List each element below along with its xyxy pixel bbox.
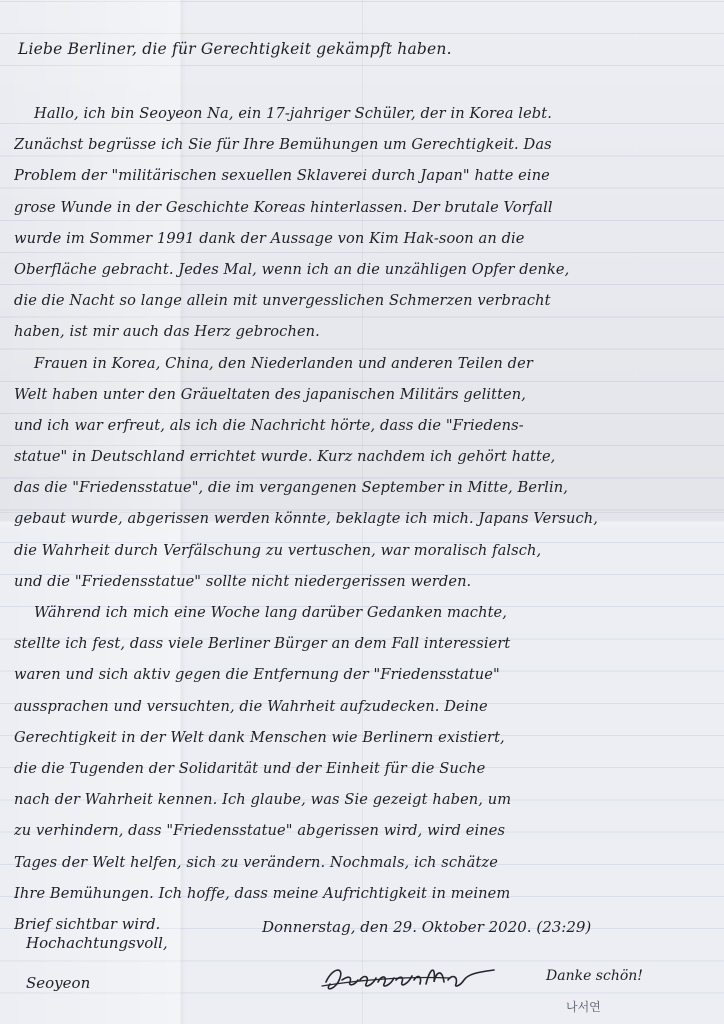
thanks-note: Danke schön!: [546, 968, 643, 984]
letter-line: das die "Friedensstatue", die im vergangenen September in Mitte, Berlin,: [14, 479, 568, 497]
letter-line: wurde im Sommer 1991 dank der Aussage von Kim Hak-soon an die: [14, 229, 525, 247]
letter-line: und die "Friedensstatue" sollte nicht niedergerissen werden.: [14, 572, 472, 590]
letter-author-name: Seoyeon: [26, 974, 91, 992]
letter-line: grose Wunde in der Geschichte Koreas hinterlassen. Der brutale Vorfall: [14, 198, 553, 216]
handwritten-signature: [318, 946, 508, 1006]
letter-line: Hallo, ich bin Seoyeon Na, ein 17-jahriger Schüler, der in Korea lebt.: [34, 105, 552, 122]
letter-line: stellte ich fest, dass viele Berliner Bürger an dem Fall interessiert: [14, 635, 511, 653]
letter-line: statue" in Deutschland errichtet wurde. Kurz nachdem ich gehört hatte,: [14, 448, 556, 466]
letter-line: gebaut wurde, abgerissen werden könnte, beklagte ich mich. Japans Versuch,: [14, 510, 599, 528]
letter-line: haben, ist mir auch das Herz gebrochen.: [14, 323, 320, 341]
letter-salutation: Liebe Berliner, die für Gerechtigkeit gekämpft haben.: [18, 40, 452, 58]
letter-line: Oberfläche gebracht. Jedes Mal, wenn ich an die unzähligen Opfer denke,: [14, 260, 570, 278]
letter-line: Während ich mich eine Woche lang darüber Gedanken machte,: [34, 604, 508, 621]
letter-date: Donnerstag, den 29. Oktober 2020. (23:29): [262, 918, 592, 936]
letter-line: die die Nacht so lange allein mit unvergesslichen Schmerzen verbracht: [14, 292, 551, 310]
letter-line: Ihre Bemühungen. Ich hoffe, dass meine Aufrichtigkeit in meinem: [14, 884, 511, 902]
letter-line: Gerechtigkeit in der Welt dank Menschen wie Berlinern existiert,: [14, 728, 505, 746]
letter-line: aussprachen und versuchten, die Wahrheit aufzudecken. Deine: [14, 697, 488, 715]
letter-line: die die Tugenden der Solidarität und der Einheit für die Suche: [14, 759, 486, 777]
letter-line: Problem der "militärischen sexuellen Sklaverei durch Japan" hatte eine: [14, 167, 550, 185]
letter-closing: Hochachtungsvoll,: [26, 934, 168, 952]
letter-line: die Wahrheit durch Verfälschung zu vertuschen, war moralisch falsch,: [14, 541, 542, 559]
letter-body: [14, 98, 714, 940]
letter-line: nach der Wahrheit kennen. Ich glaube, was Sie gezeigt haben, um: [14, 791, 512, 809]
letter-line: Brief sichtbar wird.: [14, 915, 161, 933]
letter-line: und ich war erfreut, als ich die Nachricht hörte, dass die "Friedens-: [14, 416, 524, 434]
korean-name-stamp: 나서연: [566, 1000, 601, 1014]
letter-line: Welt haben unter den Gräueltaten des japanischen Militärs gelitten,: [14, 385, 527, 403]
letter-line: Zunächst begrüsse ich Sie für Ihre Bemühungen um Gerechtigkeit. Das: [14, 136, 552, 154]
letter-line: waren und sich aktiv gegen die Entfernung der "Friedensstatue": [14, 666, 500, 684]
letter-line: Tages der Welt helfen, sich zu verändern. Nochmals, ich schätze: [14, 853, 498, 871]
letter-line: zu verhindern, dass "Friedensstatue" abgerissen wird, wird eines: [14, 822, 506, 840]
letter-line: Frauen in Korea, China, den Niederlanden und anderen Teilen der: [34, 354, 533, 372]
